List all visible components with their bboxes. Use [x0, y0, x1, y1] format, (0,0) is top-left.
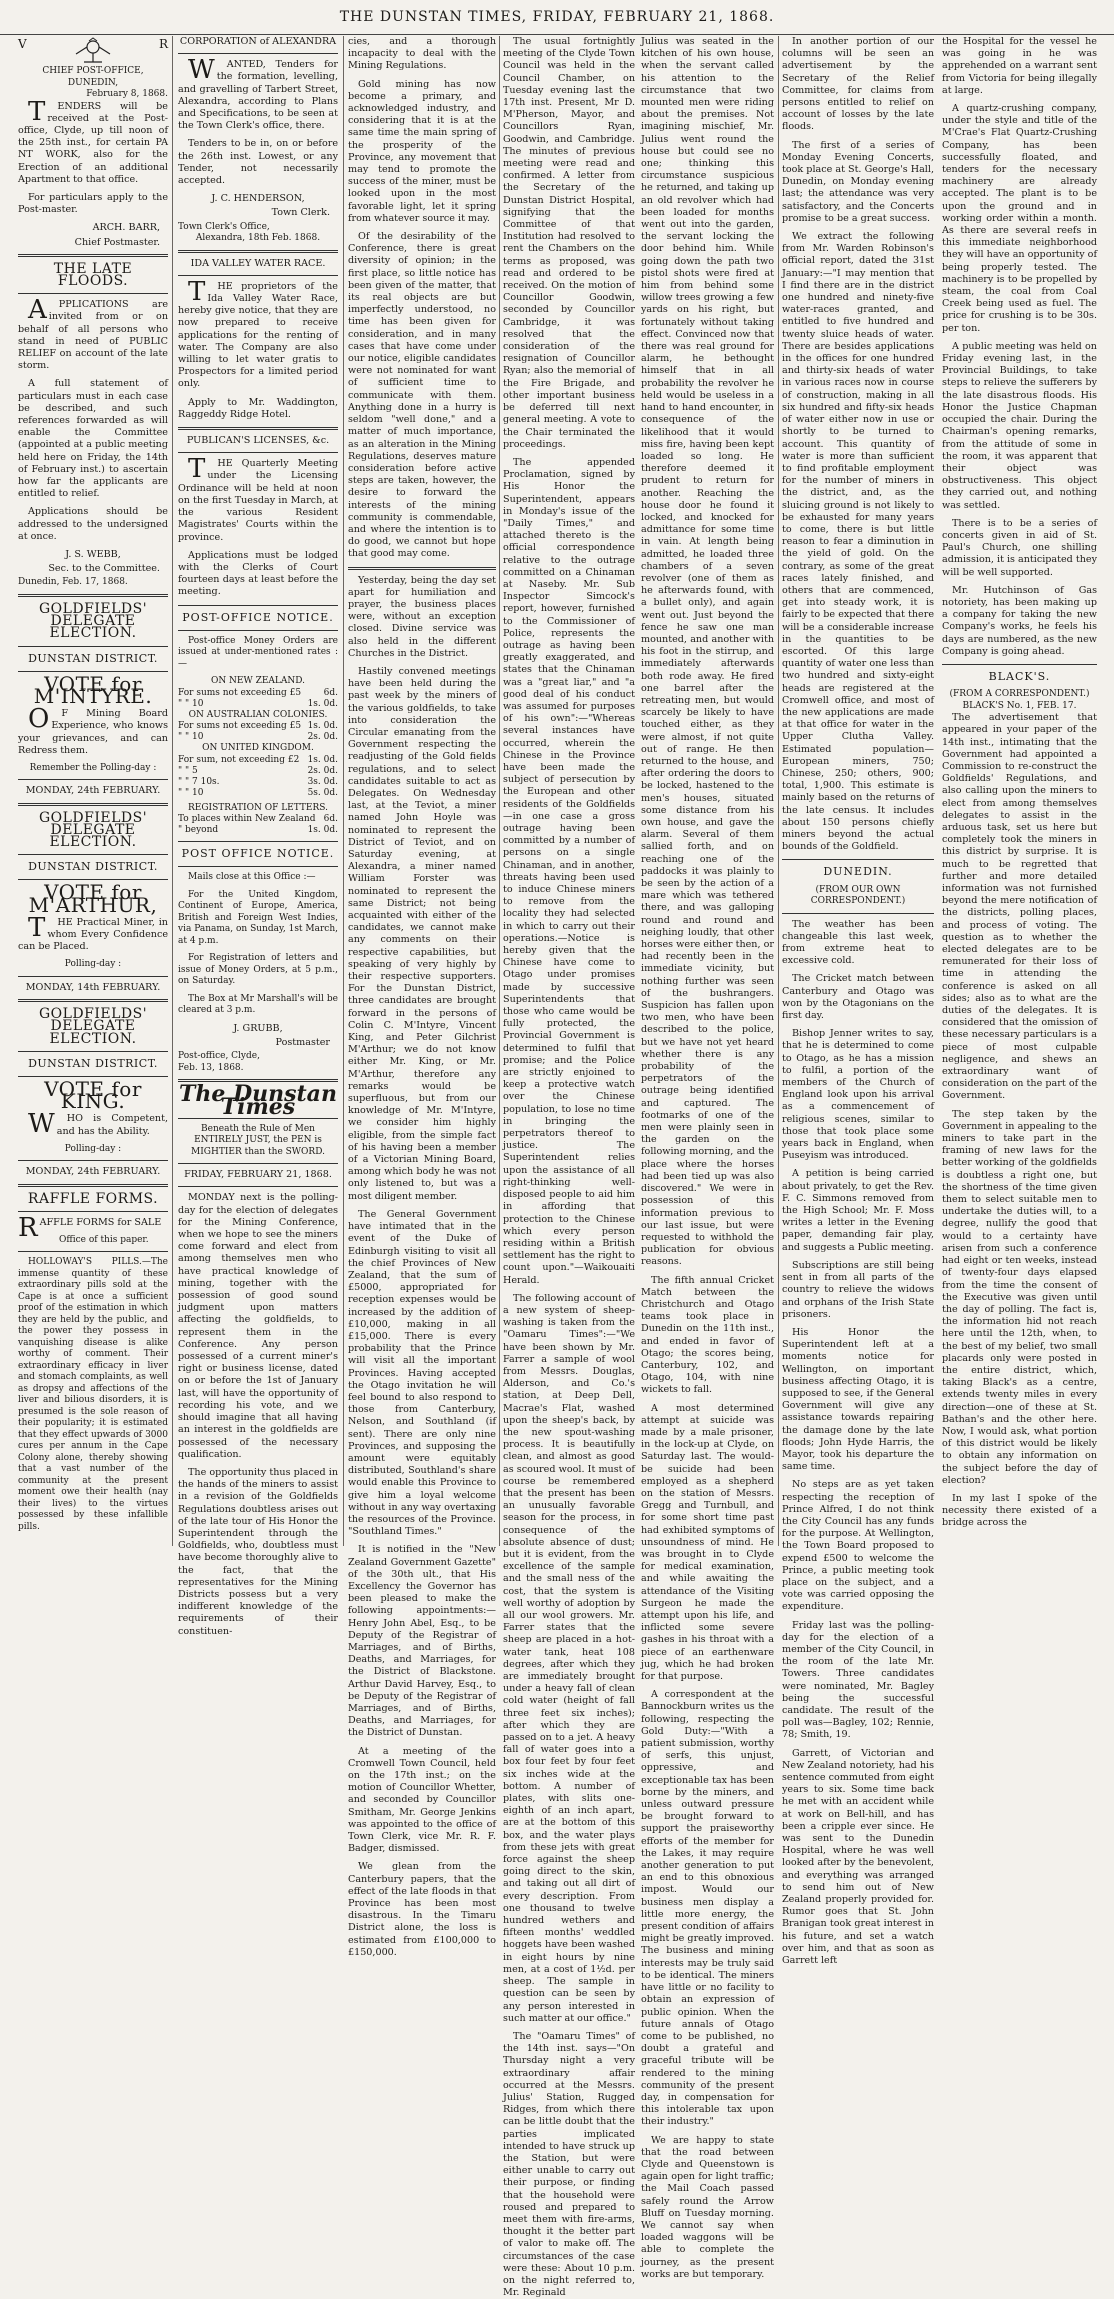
divider	[18, 254, 168, 257]
news-paragraph: A public meeting was held on Friday evening last, in the Provincial Buildings, to take steps to relieve the sufferers by the late disastrous floods. His Honor the Justice Chapman occupied the chair. During the Chairman's opening remarks, from the attitude of some in the room, it was apparent that their object was obstructiveness. This object they carried out, and nothing was settled.	[942, 340, 1097, 511]
rate-value: 1s. 0d.	[307, 825, 338, 836]
mails-text: For the United Kingdom, Continent of Europe, America, British and Foreign West Indies, via Panama, on Sunday, 1st March, at 4 p.m.	[178, 889, 338, 946]
polling-reminder: Polling-day :	[64, 959, 122, 970]
tender-notice: WANTED, Tenders for the formation, levelling, and gravelling of Tarbert Street, Alexandra, according to Plans and Specifications, to be seen at the Town Clerk's office, there.	[178, 55, 338, 132]
news-paragraph: No steps are as yet taken respecting the reception of Prince Alfred, I do not think the City Council has any funds for the purpose. At Wellington, the Town Board proposed to expend £500 to welcome the Prince, a public meeting took place on the subject, and a vote was carried opposing the expenditure.	[782, 1479, 934, 1613]
blacks-heading: BLACK'S.	[988, 669, 1051, 683]
signature-place: Town Clerk's Office,	[178, 221, 270, 232]
divider	[178, 866, 338, 867]
rate-value: 6d.	[323, 687, 338, 698]
editorial-paragraph: Of the desirability of the Conference, there is great diversity of opinion; in the first place, so little notice has been given of the matter, that its real objects are but imperfectly understood, no time has been given for consideration, and in many cases that have come under our notice, eligible candidates were not nominated for want of sufficient time to communicate with them. Anything done in a hurry is seldom "well done," and a matter of much importance, as an alteration in the Mining Regulations, deserves mature consideration before active steps are taken, however, the desire to forward the interests of the mining community is commendable, and where the intention is to do good, we cannot but hope that good may come.	[348, 231, 496, 560]
vote-heading: VOTE for M'INTYRE.	[33, 671, 153, 708]
signature-name: ARCH. BARR,	[92, 222, 160, 234]
rate-group-heading: ON AUSTRALIAN COLONIES.	[188, 709, 328, 720]
divider	[782, 859, 934, 860]
editorial-paragraph: The opportunity thus placed in the hands of the miners to assist in a revision of the Goldfields Regulations doubtless arises out of the late tour of His Honor the Superintendent through the Goldfields, who, doubtless must have become thoroughly alive to the fact, that the representatives for the Mining Districts possess but a very indifferent knowledge of the requirements of their constituen-	[178, 1466, 338, 1637]
rate-row	[178, 732, 338, 743]
news-paragraph: The following account of a new system of sheep-washing is taken from the "Oamaru Times":—"We have been shown by Mr. Farrer a sample of wool from Messrs. Douglas, Alderson, and Co.'s station, at Deep Dell, Macrae's Flat, washed upon the sheep's back, by the new spout-washing process. It is beautifully clean, and almost as good as scoured wool. It must of course be remembered that the present has been an unusually favorable season for the process, in consequence of the absolute absence of dust; but it is evident, from the excellence of the sample and the small ness of the cost, that the system is well worthy of adoption by all our wool growers. Mr. Farrer states that the sheep are placed in a hot-water tank, heat 108 degrees, after which they are immediately brought under a heavy fall of clean cold water (height of fall three feet six inches); after which they are passed on to a jet. A heavy fall of water goes into a box four feet by four feet six inches wide at the bottom. A number of plates, with slits one-eighth of an inch apart, are at the bottom of this box, and the water plays from these jets with great force against the sheep going direct to the skin, and taking out all dirt of every description. From one thousand to twelve hundred wethers and fifteen months' weddled hoggets have been washed in eight hours by nine men, at a cost of 1½d. per sheep. The sample in question can be seen by any person interested in such matter at our office."	[503, 1292, 635, 2024]
column-5	[782, 36, 1097, 1967]
vote-text: WHO is Competent, and has the Ability.	[28, 1109, 168, 1140]
news-paragraph: A quartz-crushing company, under the style and title of the M'Crae's Flat Quartz-Crushing Company, has been successfully floated, and tenders for the necessary machinery are already accepted. The plant is to be upon the ground and in working order within a month. As there are several reefs in this immediate neighborhood they will have an opportunity of being properly tested. The machinery is to be propelled by steam, the coal from Coal Creek being used as fuel. The price for crushing is to be 30s. per ton.	[942, 103, 1097, 334]
news-paragraph: We glean from the Canterbury papers, that the effect of the late floods in that Province has been most disastrous. In the Timaru District alone, the loss is estimated from £100,000 to £150,000.	[348, 1861, 496, 1958]
rate-label: For sums not exceeding £5	[178, 721, 302, 732]
column-4-left	[503, 36, 635, 2299]
delegate-election-title: GOLDFIELDS' DELEGATE ELECTION.	[38, 809, 148, 851]
water-race-heading: IDA VALLEY WATER RACE.	[190, 257, 326, 269]
raffle-title: RAFFLE FORMS.	[27, 1190, 159, 1207]
money-order-intro: Post-office Money Orders are issued at under-mentioned rates :—	[178, 635, 338, 669]
news-paragraph: Friday last was the polling-day for the election of a member of the City Council, in the room of the late Mr. Towers. Three candidates were nominated, Mr. Bagley being the successful candidate. The result of the poll was—Bagley, 102; Rennie, 78; Smith, 19.	[782, 1619, 934, 1741]
news-paragraph: Hastily convened meetings have been held during the past week by the miners of the various goldfields, to take into consideration the Circular emanating from the Government respecting the readjusting of the Gold fields regulations, and to select candidates suitable to act as Delegates. On Wednesday last, at the Teviot, a miner named John Hoyle was nominated to represent the District of Teviot, and on Saturday evening, at Alexandra, a miner named William Forster was nominated to represent the same District; not being acquainted with either of the candidates, we cannot make any comments on their respective capabilities, but speaking of very highly by their respective supporters. For the Dunstan District, three candidates are brought forward in the persons of Colin C. M'Intyre, Vincent King, and Peter Gilchrist M'Arthur; we do not know either Mr. King, or Mr. M'Arthur, therefore any remarks would be superfluous, but from our knowledge of Mr. M'Intyre, we consider him highly eligible, from the simple fact of his having been a member of a Victorian Mining Board, among which body he was not only listened to, but was a most diligent member.	[348, 665, 496, 1202]
rate-row	[178, 814, 338, 825]
signature-name: J. GRUBB,	[233, 1022, 283, 1034]
delegate-election-title: GOLDFIELDS' DELEGATE ELECTION.	[38, 1006, 148, 1047]
divider	[178, 275, 338, 276]
signature-title: Town Clerk.	[271, 207, 330, 219]
dunedin-heading: DUNEDIN.	[823, 865, 893, 879]
rate-label: " " 10	[178, 698, 204, 709]
divider	[18, 293, 168, 294]
signature-title: Chief Postmaster.	[74, 236, 160, 248]
column-4-right	[641, 36, 774, 2280]
rate-row	[178, 777, 338, 788]
news-paragraph: the Hospital for the vessel he was going in he was apprehended on a warrant sent from Victoria for being illegally at large.	[942, 36, 1097, 96]
rate-value: 2s. 0d.	[307, 732, 338, 743]
mails-text: For Registration of letters and issue of Money Orders, at 5 p.m., on Saturday.	[178, 953, 338, 987]
signature-place: Post-office, Clyde,	[178, 1051, 260, 1062]
water-race-apply: Apply to Mr. Waddington, Raggeddy Ridge Hotel.	[178, 396, 338, 420]
water-race-text: THE proprietors of the Ida Valley Water Race, hereby give notice, that they are now prepared to receive applications for the renting of water. The Company are also willing to let water gratis to Prospectors for a limited period only.	[178, 276, 338, 390]
divider	[178, 841, 338, 842]
divider	[782, 913, 934, 914]
rate-row	[178, 766, 338, 777]
divider	[178, 630, 338, 631]
column-3	[348, 36, 496, 1958]
news-paragraph: At a meeting of the Cromwell Town Council, held on the 17th inst.; on the motion of Councillor Whetter, and seconded by Councillor Smitham, Mr. George Jenkins was appointed to the office of Town Clerk, vice Mr. R. F. Badger, dismissed.	[348, 1745, 496, 1855]
polling-reminder: Remember the Polling-day :	[29, 762, 157, 773]
news-paragraph: The step taken by the Government in appealing to the miners to take part in the framing of new laws for the better working of the goldfields is doubtless a right one, but the shortness of the time given them to select suitable men to undertake the duties will, to a degree, nullify the good that would to a certainty have arisen from such a conference had eight or ten weeks, instead of twenty-four days elapsed from the time the consent of the Executive was given until the day of polling. The fact is, the information hid not reach here until the 12th, when, to the best of my belief, two small placards only were posted in the entire district, which, taking Black's as a centre, extends twenty miles in every direction—one of these at St. Bathan's and the other here. Now, I would ask, what portion of this district would be likely to obtain any information on the subject before the day of election?	[942, 1108, 1097, 1486]
correspondent-byline: (FROM OUR OWN CORRESPONDENT.)	[810, 884, 906, 907]
vote-heading: VOTE for M'ARTHUR,	[28, 880, 158, 917]
news-paragraph: Garrett, of Victorian and New Zealand notoriety, had his sentence commuted from eight years to six. Some time back he met with an accident while at work on Bell-hill, and has been a cripple ever since. He was sent to the Dunedin Hospital, where he was well looked after by the benevolent, and everything was arranged to send him out of New Zealand properly provided for. Rumor goes that St. John Branigan took great interest in his future, and set a watch over him, and that as soon as Garrett left	[782, 1747, 934, 1967]
tender-notice: Tenders to be in, on or before the 26th inst. Lowest, or any Tender, not necessarily accepted.	[178, 138, 338, 187]
royal-crest	[18, 38, 168, 64]
crest-letter-r: R	[158, 37, 168, 51]
post-office-notice-heading: POST-OFFICE NOTICE.	[182, 610, 334, 624]
district-name: DUNSTAN DISTRICT.	[28, 1056, 158, 1070]
divider	[178, 427, 338, 430]
news-paragraph: The fifth annual Cricket Match between the Christchurch and Otago teams took place in Dunedin on the 11th inst., and ended in favor of Otago; the scores being, Canterbury, 102, and Otago, 104, with nine wickets to fall.	[641, 1274, 774, 1396]
news-paragraph: His Honor the Superintendent left at a moments notice for Wellington, on important business affecting Otago, it is supposed to see, if the General Government will give any assistance towards repairing the damage done by the late floods; John Hyde Harris, the Mayor, took his departure the same time.	[782, 1326, 934, 1473]
signature-name: J. C. HENDERSON,	[211, 193, 305, 205]
polling-date: MONDAY, 24th FEBRUARY.	[25, 785, 161, 797]
post-office-date: February 8, 1868.	[86, 89, 168, 99]
news-paragraph: In my last I spoke of the necessity there existed of a bridge across the	[942, 1492, 1097, 1529]
divider	[178, 250, 338, 253]
news-paragraph: The weather has been changeable this last week, from extreme heat to excessive cold.	[782, 918, 934, 967]
rate-label: To places within New Zealand	[178, 814, 316, 825]
divider	[18, 803, 168, 806]
divider	[18, 1160, 168, 1161]
column-divider	[172, 36, 173, 1546]
signature-date: Feb. 13, 1868.	[178, 1062, 244, 1073]
editorial-paragraph: MONDAY next is the polling-day for the election of delegates for the Mining Conference, when we hope to see the miners come forward and elect from among themselves men who have practical knowledge of mining, together with the possession of good sound judgment upon matters affecting the goldfields, to represent them in the Conference. Any person possessed of a current miner's right or business license, dated on or before the 1st of January last, will have the opportunity of recording his vote, and we should imagine that all having an interest in the goldfields are possessed of the necessary qualification.	[178, 1192, 338, 1460]
rate-label: For sum, not exceeding £2	[178, 754, 300, 765]
news-paragraph: Bishop Jenner writes to say, that he is determined to come to Otago, as he has a mission to fulfil, a portion of the members of the Church of England look upon his arrival as a commencement of religious scenes, similar to those that took place some years back in England, when Puseyism was introduced.	[782, 1028, 934, 1162]
news-paragraph: A most determined attempt at suicide was made by a male prisoner, in the lock-up at Clyde, on Saturday last. The would-be suicide had been employed as a shepherd on the station of Messrs. Gregg and Turnbull, and for some short time past had exhibited symptoms of unsoundness of mind. He was brought in to Clyde for medical examination, and while awaiting the attendance of the Visiting Surgeon he made the attempt upon his life, and inflicted some severe gashes in his throat with a piece of an earthenware jug, which he had broken for that purpose.	[641, 1402, 774, 1683]
news-paragraph: The Cricket match between Canterbury and Otago was won by the Otagonians on the first day.	[782, 973, 934, 1022]
licenses-heading: PUBLICAN'S LICENSES, &c.	[186, 435, 330, 447]
polling-date: MONDAY, 24th FEBRUARY.	[25, 1166, 161, 1178]
divider	[18, 976, 168, 977]
divider	[18, 999, 168, 1002]
raffle-office: Office of this paper.	[58, 1234, 149, 1245]
rate-row	[178, 721, 338, 732]
mails-text: The Box at Mr Marshall's will be cleared at 3 p.m.	[178, 993, 338, 1016]
divider	[18, 1211, 168, 1212]
news-paragraph: We extract the following from Mr. Warden Robinson's official report, dated the 31st January:—"I may mention that I find there are in the district one hundred and ninety-five water-races granted, and entitled to five hundred and twenty sluice heads of water. There are besides applications in the offices for one hundred and thirty-six heads of water in various races now in course of construction, making in all six hundred and fifty-six heads of water either now in use or shortly to be turned to account. This quantity of water is more than sufficient to find profitable employment for the number of miners in the district, and, as the sluicing ground is not likely to be exhausted for many years to come, there is but little reason to fear a diminution in the yield of gold. On the contrary, as some of the great races lately finished, and others that are commenced, get into steady work, it is fairly to be expected that there will be a considerable increase in the quantities to be escorted. Of this large quantity of water one less than two hundred and sixty-eight heads are registered at the Cromwell office, and most of the new applications are made at that office for water in the Upper Clutha Valley. Estimated population—European miners, 750; Chinese, 250; others, 900; total, 1,900. This estimate is mainly based on the returns of the late census. It includes about 150 persons chiefly miners beyond the actual bounds of the Goldfield.	[782, 231, 934, 853]
rate-value: 1s. 0d.	[307, 721, 338, 732]
rate-label: " " 5	[178, 765, 198, 776]
news-paragraph: There is to be a series of concerts given in aid of St. Paul's Church, one shilling admission, it is anticipated they will be well supported.	[942, 517, 1097, 578]
divider	[178, 452, 338, 453]
divider	[178, 605, 338, 606]
newspaper-title: The Dunstan Times	[179, 1081, 337, 1120]
page-masthead: THE DUNSTAN TIMES, FRIDAY, FEBRUARY 21, 1868.	[0, 0, 1114, 35]
rate-row	[178, 688, 338, 699]
news-paragraph: Yesterday, being the day set apart for humiliation and prayer, the business places were, without an exception closed. Divine service was also held in the different Churches in the District.	[348, 574, 496, 659]
rate-row	[178, 825, 338, 836]
column-divider	[343, 36, 344, 1546]
rate-row	[178, 788, 338, 799]
district-name: DUNSTAN DISTRICT.	[28, 651, 158, 665]
rate-row	[178, 755, 338, 766]
post-office-notice-heading: POST OFFICE NOTICE.	[181, 847, 335, 861]
news-paragraph: The "Oamaru Times" of the 14th inst. says—"On Thursday night a very extraordinary affair occurred at the Messrs. Julius' Station, Rugged Ridges, from which there can be little doubt that the parties implicated intended to have struck up the Station, but were either unable to carry out their purpose, or finding that the household were roused and prepared to meet them with fire-arms, thought it the better part of valor to make off. The circumstances of the case were these: About 10 p.m. on the night referred to, Mr. Reginald	[503, 2030, 635, 2299]
vote-heading: VOTE for KING.	[44, 1076, 142, 1114]
divider	[178, 53, 338, 54]
crest-letter-v: V	[18, 37, 27, 51]
signature-name: J. S. WEBB,	[65, 549, 121, 560]
floods-text: APPLICATIONS are invited from or on behalf of all persons who stand in need of PUBLIC RELIEF on account of the late storm.	[18, 295, 168, 372]
correspondent-byline: (FROM A CORRESPONDENT.)	[949, 689, 1090, 700]
rate-group-heading: REGISTRATION OF LETTERS.	[188, 802, 328, 813]
raffle-text: RAFFLE FORMS for SALE	[18, 1212, 162, 1243]
dispatch-dateline: BLACK'S No. 1, FEB. 17.	[962, 700, 1077, 711]
divider	[18, 779, 168, 780]
mails-intro: Mails close at this Office :—	[188, 872, 316, 883]
news-paragraph: The first of a series of Monday Evening Concerts, took place at St. George's Hall, Dunedin, on Monday evening last; the attendance was very satisfactory, and the Concerts promise to be a great success.	[782, 139, 934, 224]
signature-date: Dunedin, Feb. 17, 1868.	[18, 577, 128, 588]
news-paragraph: In another portion of our columns will be seen an advertisement by the Secretary of the Relief Committee, for claims from persons entitled to relief on account of losses by the late floods.	[782, 36, 934, 133]
editorial-paragraph: Gold mining has now become a primary, and acknowledged industry, and considering that it is at the same time the main spring of the prosperity of the Province, any movement that may tend to promote the success of the miner, must be looked upon in the most favorable light, let it spring from whatever source it may.	[348, 78, 496, 224]
column-1	[18, 36, 168, 1546]
vote-text: OF Mining Board Experience, who knows your grievances, and can Redress them.	[18, 704, 168, 756]
polling-reminder: Polling-day :	[64, 1143, 122, 1154]
corporation-heading: CORPORATION of ALEXANDRA	[179, 36, 337, 47]
column-4	[503, 36, 774, 2299]
delegate-election-title: GOLDFIELDS' DELEGATE ELECTION.	[38, 600, 148, 642]
licenses-text: THE Quarterly Meeting under the Licensing Ordinance will be held at noon on the first Tuesday in March, at the various Resident Magistrates' Courts within the province.	[178, 454, 338, 543]
rate-value: 2s. 0d.	[307, 765, 338, 776]
rate-value: 3s. 0d.	[307, 776, 338, 787]
rate-label: For sums not exceeding £5	[178, 687, 302, 698]
rate-value: 6d.	[323, 814, 338, 825]
rate-label: " " 7 10s.	[178, 776, 220, 787]
news-paragraph: The General Government have intimated that in the event of the Duke of Edinburgh visiting to visit all the chief Provinces of New Zealand, that the sum of £5000, appropriated for reception expenses would be increased by the addition of £10,000, making in all £15,000. There is every probability that the Prince will visit all the important Provinces. Having accepted the Otago invitation he will feel bound to also respond to those from Canterbury, Nelson, and Southland (if sent). There are only nine Provinces, and supposing the amount were equitably distributed, Southland's share would enable this Province to give him a loyal welcome without in any way overtaxing the resources of the Province. "Southland Times."	[348, 1208, 496, 1538]
column-2	[178, 36, 338, 1637]
news-paragraph: The usual fortnightly meeting of the Clyde Town Council was held in the Council Chamber, on Tuesday evening last the 17th inst. Present, Mr D. M'Pherson, Mayor, and Councillors Ryan, Goodwin, and Cambridge. The minutes of previous meeting were read and confirmed. A letter from the Secretary of the Dunstan District Hospital, signifying that the Committee of that Institution had resolved to rent the Chambers on the terms as proposed, was read and ordered to be received. On the motion of Councillor Goodwin, seconded by Councillor Cambridge, it was resolved that the consideration of the resignation of Councillor Ryan; also the memorial of the Fire Brigade, and other important business be deferred till next general meeting. A vote to the Chair terminated the proceedings.	[503, 36, 635, 450]
rate-value: 1s. 0d.	[307, 698, 338, 709]
rate-value: 1s. 0d.	[307, 754, 338, 765]
divider	[18, 1051, 168, 1052]
column-5-right	[942, 36, 1097, 1546]
polling-date: MONDAY, 14th FEBRUARY.	[25, 981, 161, 993]
column-5-left	[782, 36, 934, 1967]
divider	[18, 1184, 168, 1187]
news-paragraph: A petition is being carried about privately, to get the Rev. F. C. Simmons removed from the High School; Mr. F. Moss writes a letter in the Evening paper, demanding fair play, and suggests a Public meeting.	[782, 1168, 934, 1253]
rate-value: 5s. 0d.	[307, 787, 338, 798]
floods-text: A full statement of particulars must in each case be described, and such references forwarded as will enable the Committee (appointed at a public meeting held here on Friday, the 14th of February inst.) to ascertain how far the applicants are entitled to relief.	[18, 378, 168, 500]
rate-group-heading: ON NEW ZEALAND.	[210, 676, 306, 687]
floods-text: Applications should be addressed to the undersigned at once.	[18, 506, 168, 542]
news-paragraph: Julius was seated in the kitchen of his own house, when the servant called his attention to the circumstance that two mounted men were riding about the premises. Not imagining mischief, Mr. Julius went round the house but could see no one; thinking this circumstance suspicious he returned, and taking up an old revolver which had been loaded for months went out into the garden, the servant locking the door behind him. While going down the path two pistol shots were fired at him from behind some willow trees growing a few yards on his right, but fortunately without taking effect. Convinced now that there was real ground for alarm, he bethought himself that in all probability the revolver he held would be useless in a hand to hand encounter, in consequence of the likelihood that it would miss fire, having been kept loaded so long. He therefore deemed it prudent to return for another. Reaching the house door he found it locked, and knocked for admittance for some time in vain. At length being admitted, he loaded three chambers of a seven revolver (one of them as he afterwards found, with a bullet only), and again went out. Just beyond the fence he saw one man mounted, and another with his foot in the stirrup, and immediately afterwards both rode away. He fired one barrel after the retreating men, but would scarcely be likely to have touched either, as they were almost, if not quite out of range. He then returned to the house, and after ordering the doors to be locked, hastened to the men's houses, situated some distance from his own house, and gave the alarm. Several of them sallied forth, and on reaching one of the paddocks it was plainly to be seen by the action of a mare which was tethered there, and was galloping round and round and neighing loudly, that other horses were either then, or had recently been in the immediate vicinity, but nothing further was seen of the bushrangers. Suspicion has fallen upon two men, who have been described to the police, but we have not yet heard whether there is any probability of the perpetrators of the outrage being identified and captured. The footmarks of one of the men were plainly seen in the garden on the following morning, and the place where the horses had been tied up was also discovered." We were in possession of this information previous to our last issue, but were requested to withhold the publication for obvious reasons.	[641, 36, 774, 1268]
divider	[348, 567, 496, 570]
holloway-advert: HOLLOWAY'S PILLS.—The immense quantity of these extraordinary pills sold at the Cape is at once a sufficient proof of the estimation in which they are held by the public, and the power they possess in vanquishing disease is alike worthy of comment. Their extraordinary efficacy in liver and stomach complaints, as well as dropsy and affections of the liver and bilious disorders, it is presumed is the sole reason of their popularity; it is estimated that they effect upwards of 3000 cures per annum in the Cape Colony alone, thereby showing that a vast number of the community at the present moment owe their health (nay their lives) to the virtues possessed by these infallible pills.	[18, 1257, 168, 1532]
news-paragraph: We are happy to state that the road between Clyde and Queenstown is again open for light traffic; the Mail Coach passed safely round the Arrow Bluff on Tuesday morning. We cannot say when loaded waggons will be able to complete the journey, as the present works are but temporary.	[641, 2134, 774, 2280]
vote-text: THE Practical Miner, in whom Every Confidence can be Placed.	[18, 912, 168, 953]
divider	[178, 1163, 338, 1164]
signature-title: Sec. to the Committee.	[48, 563, 160, 575]
divider	[18, 1251, 168, 1252]
news-paragraph: The appended Proclamation, signed by His Honor the Superintendent, appears in Monday's issue of the "Daily Times," and attached thereto is the official correspondence relative to the outrage committed on a Chinaman at Naseby. Mr. Sub Inspector Simcock's report, however, furnished to the Commissioner of Police, represents the outrage as having been greatly exaggerated, and states that the Chinaman was a "great liar," and "a good deal of his conduct was assumed for purposes of his own":—"Whereas several instances have occurred, wherein the Chinese in the Province have been made the subject of persecution by the European and other residents of the Goldfields—in one case a gross outrage having been committed by a number of persons on a single Chinaman, and in another, threats having been used to induce Chinese miners to remove from the locality they had selected in which to carry out their operations.—Notice is hereby given that the Chinese have come to Otago under promises made by successive Superintendents that those who came would be fully protected, the Provincial Government is determined to fulfil that promise; and the Police are strictly enjoined to keep a protective watch over the Chinese population, to lose no time in bringing the perpetrators thereof to justice. The Superintendent relies upon the assistance of all right-thinking well-disposed people to aid him in affording that protection to the Chinese which every person residing within a British settlement has the right to count upon."—Waikouaiti Herald.	[503, 456, 635, 1286]
divider	[942, 664, 1097, 665]
edition-dateline: FRIDAY, FEBRUARY 21, 1868.	[184, 1169, 332, 1181]
divider	[18, 854, 168, 855]
column-divider	[499, 36, 500, 1546]
royal-coat-of-arms-icon	[72, 38, 114, 64]
news-paragraph: The advertisement that appeared in your paper of the 14th inst., intimating that the Government had appointed a Commission to re-construct the Goldfields' Regulations, and also calling upon the miners to elect from among themselves delegates to assist in the arduous task, set us here but completely took the miners in this district by surprise. It is much to be regretted that further and more detailed information was not furnished beyond the mere notification of the districts, polling places, and process of voting. The question as to whether the elected delegates are to be remunerated for their loss of time in attending the conference is asked on all sides; also as to what are the duties of the delegates. It is considered that the omission of these necessary particulars is a piece of most culpable negligence, and shews an extraordinary want of consideration on the part of the Government.	[942, 712, 1097, 1102]
news-paragraph: Mr. Hutchinson of Gas notoriety, has been making up a company for taking the new Company's works, he feels his days are numbered, as the new Company is going ahead.	[942, 584, 1097, 657]
newspaper-motto: Beneath the Rule of Men ENTIRELY JUST, the PEN is MIGHTIER than the SWORD.	[191, 1123, 325, 1157]
rate-label: " " 10	[178, 787, 204, 798]
floods-title: THE LATE FLOODS.	[53, 260, 133, 289]
news-paragraph: It is notified in the "New Zealand Government Gazette" of the 30th ult., that His Excellency the Governor has been pleased to make the following appointments:—Henry John Abel, Esq., to be Deputy of the Registrar of Marriages, and of Births, Deaths, and Marriages, for the District of Blackstone. Arthur David Harvey, Esq., to be Deputy of the Registrar of Marriages, and of Births, Deaths, and Marriages, for the District of Dunstan.	[348, 1544, 496, 1739]
editorial-paragraph: cies, and a thorough incapacity to deal with the Mining Regulations.	[348, 36, 496, 72]
signature-date: Alexandra, 18th Feb. 1868.	[195, 233, 321, 244]
post-office-heading: CHIEF POST-OFFICE, DUNEDIN,	[42, 66, 144, 88]
rate-label: " " 10	[178, 732, 204, 743]
signature-title: Postmaster	[275, 1037, 330, 1049]
news-paragraph: A correspondent at the Bannockburn writes us the following, respecting the Gold Duty:—"With a patient submission, worthy of serfs, this unjust, oppressive, and exceptionable tax has been borne by the miners, and unless outward pressure be brought forward to support the praiseworthy efforts of the member for the Lakes, it may require another generation to put an end to this obnoxious impost. Would our business men display a little more energy, the present condition of affairs might be greatly improved. The business and mining interests may be truly said to be identical. The miners have little or no facility to obtain an expression of public opinion. When the future annals of Otago come to be published, no doubt a grateful and graceful tribute will be rendered to the mining community of the present day, in compensation for this intolerable tax upon their industry."	[641, 1689, 774, 2128]
rate-group-heading: ON UNITED KINGDOM.	[202, 743, 314, 754]
column-divider	[778, 36, 779, 1546]
divider	[18, 594, 168, 597]
divider	[178, 1186, 338, 1187]
tenders-particulars: For particulars apply to the Post-master.	[18, 191, 168, 216]
rate-label: " beyond	[178, 825, 219, 836]
licenses-text: Applications must be lodged with the Clerks of Court fourteen days at least before the meeting.	[178, 549, 338, 598]
rate-row	[178, 699, 338, 710]
tenders-notice: TENDERS will be received at the Post-office, Clyde, up till noon of the 25th inst., for certain PA NT WORK, also for the Erection of an additional Apartment to that office.	[18, 96, 168, 185]
divider	[18, 646, 168, 647]
news-paragraph: Subscriptions are still being sent in from all parts of the country to relieve the widows and orphans of the Irish State prisoners.	[782, 1259, 934, 1320]
district-name: DUNSTAN DISTRICT.	[28, 860, 158, 874]
